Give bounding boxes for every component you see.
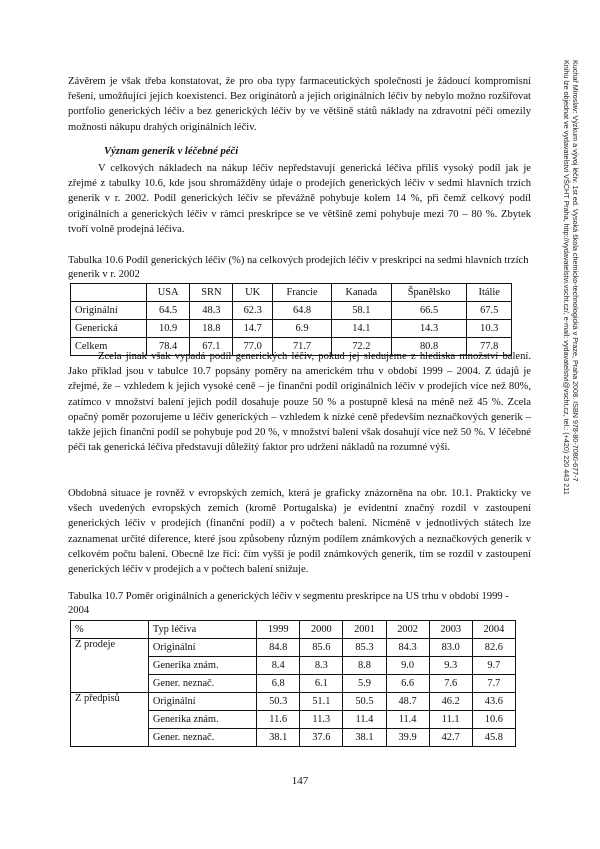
table2-column-header: 2000 bbox=[300, 621, 343, 639]
table1-body bbox=[71, 302, 512, 356]
table1-column-header: Francie bbox=[273, 284, 332, 302]
table2-column-header: 2002 bbox=[386, 621, 429, 639]
table-cell: 67.1 bbox=[190, 338, 233, 356]
table-generic-share-2002 bbox=[70, 283, 512, 356]
table1-column-header: USA bbox=[146, 284, 190, 302]
table1-column-header: Itálie bbox=[467, 284, 512, 302]
table-cell: 64.8 bbox=[273, 302, 332, 320]
row-label: Generická bbox=[71, 320, 147, 338]
drug-type-label: Gener. neznač. bbox=[148, 729, 256, 747]
page-number: 147 bbox=[291, 775, 309, 787]
table-cell: 9.0 bbox=[386, 657, 429, 675]
table-cell: 84.8 bbox=[257, 639, 300, 657]
table-cell: 11.4 bbox=[343, 711, 386, 729]
table-cell: 71.7 bbox=[273, 338, 332, 356]
table1-column-header: UK bbox=[233, 284, 273, 302]
table-cell: 6.6 bbox=[386, 675, 429, 693]
table-cell: 11.4 bbox=[386, 711, 429, 729]
table-cell: 11.6 bbox=[257, 711, 300, 729]
table2-column-header: 2003 bbox=[429, 621, 472, 639]
table1-corner-cell bbox=[71, 284, 147, 302]
table2-column-header: 1999 bbox=[257, 621, 300, 639]
table-row bbox=[71, 302, 512, 320]
table-cell: 9.3 bbox=[429, 657, 472, 675]
table2-column-header: 2001 bbox=[343, 621, 386, 639]
table-cell: 10.6 bbox=[472, 711, 515, 729]
table1-column-header: SRN bbox=[190, 284, 233, 302]
drug-type-label: Originální bbox=[148, 693, 256, 711]
citation-sidebar bbox=[560, 60, 584, 580]
table-cell: 6.9 bbox=[273, 320, 332, 338]
table-cell: 64.5 bbox=[146, 302, 190, 320]
table-cell: 10.9 bbox=[146, 320, 190, 338]
row-label: Celkem bbox=[71, 338, 147, 356]
order-info-line: Knihu lze objednat ve vydavatelství VŠCHT Praha, http://vydavatelstvi.vscht.cz/, e-mail: vydavatelstvi@vscht.cz, tel.: (+420) 220 443 211 bbox=[562, 60, 571, 495]
table-cell: 11.1 bbox=[429, 711, 472, 729]
table-cell: 84.3 bbox=[386, 639, 429, 657]
table-cell: 77.8 bbox=[467, 338, 512, 356]
table-cell: 8.4 bbox=[257, 657, 300, 675]
table-cell: 48.3 bbox=[190, 302, 233, 320]
paragraph-package-volume: Zcela jinak však vypadá podíl generických léčiv, pokud jej sledujeme z hlediska množství balení. Jako příklad jsou v tabulce 10.7 popsány poměry na americkém trhu v období 1999 – 2004. Z údajů je zřejmé, že – vzhledem k jejich vysoké ceně – je finanční podíl originálních léčiv v prodejích více než 80%, zatímco v množství balení jejich podíl dosahuje pouze 50 % a postupně klesá na méně než 45 %. Zcela opačný poměr pozorujeme u léčiv generických – vzhledem k nízké ceně především neznačkových generik – takže jejich finanční podíl se pohybuje pod 20 %, v množství balení však dosahují více než 50 %. V léčebné péči tak generická léčiva představují důležitý faktor pro udržení nákladů na rozumné výši. bbox=[68, 351, 531, 454]
table-cell: 66.5 bbox=[391, 302, 467, 320]
table-cell: 80.8 bbox=[391, 338, 467, 356]
table-cell: 82.6 bbox=[472, 639, 515, 657]
table-cell: 8.3 bbox=[300, 657, 343, 675]
section-heading: Význam generik v léčebné péči bbox=[104, 146, 239, 157]
table-cell: 9.7 bbox=[472, 657, 515, 675]
table-row bbox=[71, 639, 516, 657]
group-label: Z prodeje bbox=[71, 639, 149, 693]
paragraph-conclusion: Závěrem je však třeba konstatovat, že pro oba typy farmaceutických společností je žádoucí kompromisní řešení, umožňující jejich koexistenci. Bez originátorů a jejich originálních léčiv by nebylo možno rozšiřovat portfolio generických léčiv a bez generických léčiv by ve většině států náklady na zdravotní péči omezily možnosti nákupu drahých originálních léčiv. bbox=[68, 76, 531, 133]
table2-column-header: Typ léčiva bbox=[148, 621, 256, 639]
table-cell: 8.8 bbox=[343, 657, 386, 675]
table-cell: 77.0 bbox=[233, 338, 273, 356]
table-cell: 38.1 bbox=[343, 729, 386, 747]
drug-type-label: Gener. neznač. bbox=[148, 675, 256, 693]
drug-type-label: Generika znám. bbox=[148, 711, 256, 729]
table2-caption: Tabulka 10.7 Poměr originálních a generických léčiv v segmentu preskripce na US trhu v období 1999 - 2004 bbox=[68, 591, 509, 616]
table-cell: 67.5 bbox=[467, 302, 512, 320]
table-cell: 37.6 bbox=[300, 729, 343, 747]
table-cell: 58.1 bbox=[331, 302, 391, 320]
row-label: Originální bbox=[71, 302, 147, 320]
group-label: Z předpisů bbox=[71, 693, 149, 747]
table-cell: 6.8 bbox=[257, 675, 300, 693]
table2-column-header: % bbox=[71, 621, 149, 639]
table-cell: 45.8 bbox=[472, 729, 515, 747]
table-row bbox=[71, 320, 512, 338]
paragraph-europe: Obdobná situace je rovněž v evropských zemích, která je graficky znázorněna na obr. 10.1. Prakticky ve všech uvedených evropských zemích (kromě Portugalska) je evidentní značný rozdíl v zastoupení generických léčiv v prodejích (finanční podíl) a v počtech balení. Nicméně v jednotlivých státech lze zaznamenat určité diference, které jsou způsobeny různým podílem známkových a neznačkových generik v celkovém počtu balení. Obecně lze říci: čím vyšší je podíl známkových generik, tím se rozdíl v zastoupení generických léčiv v prodejích a v počtech balení snižuje. bbox=[68, 488, 531, 576]
table2-body bbox=[71, 639, 516, 747]
table-cell: 14.3 bbox=[391, 320, 467, 338]
table-cell: 5.9 bbox=[343, 675, 386, 693]
table1-header-row bbox=[71, 284, 512, 302]
table-cell: 39.9 bbox=[386, 729, 429, 747]
table-cell: 51.1 bbox=[300, 693, 343, 711]
drug-type-label: Generika znám. bbox=[148, 657, 256, 675]
citation-line: Kuchař Miroslav: Výzkum a vývoj léčiv. 1st ed. Vysoká škola chemicko-technologická v Praze, Praha 2008. ISBN 978-80-7080-677-7 bbox=[571, 60, 580, 482]
table-cell: 14.1 bbox=[331, 320, 391, 338]
table-cell: 48.7 bbox=[386, 693, 429, 711]
table-row bbox=[71, 693, 516, 711]
table2-column-header: 2004 bbox=[472, 621, 515, 639]
table-cell: 72.2 bbox=[331, 338, 391, 356]
table1-caption: Tabulka 10.6 Podíl generických léčiv (%) na celkových prodejích léčiv v preskripci na sedmi hlavních trzích generik v r. 2002 bbox=[68, 255, 529, 280]
table-cell: 7.7 bbox=[472, 675, 515, 693]
table-cell: 43.6 bbox=[472, 693, 515, 711]
table-cell: 18.8 bbox=[190, 320, 233, 338]
table1-column-header: Španělsko bbox=[391, 284, 467, 302]
table-us-market-ratio bbox=[70, 620, 516, 747]
table-cell: 14.7 bbox=[233, 320, 273, 338]
table-cell: 50.5 bbox=[343, 693, 386, 711]
table-cell: 83.0 bbox=[429, 639, 472, 657]
table2-header-row bbox=[71, 621, 516, 639]
table-cell: 78.4 bbox=[146, 338, 190, 356]
table1-column-header: Kanada bbox=[331, 284, 391, 302]
table-cell: 6.1 bbox=[300, 675, 343, 693]
table-cell: 7.6 bbox=[429, 675, 472, 693]
table-cell: 85.6 bbox=[300, 639, 343, 657]
table-cell: 46.2 bbox=[429, 693, 472, 711]
drug-type-label: Originální bbox=[148, 639, 256, 657]
table-cell: 62.3 bbox=[233, 302, 273, 320]
table-cell: 11.3 bbox=[300, 711, 343, 729]
table-cell: 50.3 bbox=[257, 693, 300, 711]
paragraph-generics-costs: V celkových nákladech na nákup léčiv nepředstavují generická léčiva příliš vysoký podíl jak je zřejmé z tabulky 10.6, kde jsou shromážděny údaje o prodejích generických léčiv v sedmi hlavních trzích generik v r. 2002. Podíl generických léčiv se převážně pohybuje kolem 14 %, při čemž celkový podíl originálních a generických léčiv v rámci preskripce se ve většině zemí pohybuje mezi 70 – 80 %. Zbytek tvoří volně prodejná léčiva. bbox=[68, 163, 531, 235]
table-cell: 10.3 bbox=[467, 320, 512, 338]
table-cell: 38.1 bbox=[257, 729, 300, 747]
table-cell: 42.7 bbox=[429, 729, 472, 747]
table-cell: 85.3 bbox=[343, 639, 386, 657]
